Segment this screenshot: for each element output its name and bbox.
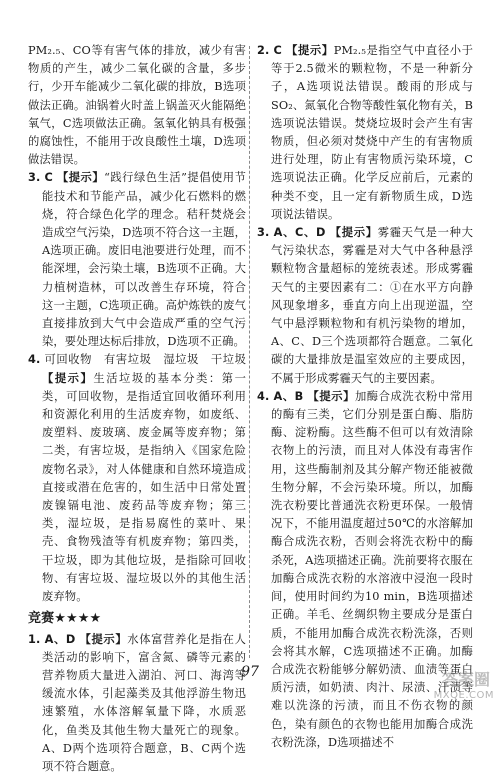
item-number: 3. [28, 171, 40, 184]
watermark-logo [424, 667, 494, 701]
hint-label: 【提示】 [308, 390, 355, 403]
item-number: 1. [28, 633, 40, 646]
item-number: 4. [28, 353, 40, 366]
item-number: 2. [257, 44, 269, 57]
hint-label: 【提示】 [57, 171, 104, 184]
answer-letter: C [44, 171, 52, 184]
hint-label: 【提示】 [42, 372, 93, 385]
answer-categories: 可回收物 有害垃圾 湿垃圾 干垃圾 [45, 353, 246, 366]
answer-explanation: 加酶合成洗衣粉中常用的酶有三类，它们分别是蛋白酶、脂肪酶、淀粉酶。这些酶不但可以有效清除衣物上的污渍，而且对人体没有毒害作用，这些酶制剂及其分解产物还能被微生物分解，不会污染环境。所以，加酶洗衣粉要比普通洗衣粉更环保。一般情况下，不能用温度超过50℃的水溶解加酶合成洗衣粉，否则会将洗衣粉中的酶杀死，A选项描述正确。洗前要将衣服在加酶合成洗衣粉的水溶液中浸泡一段时间，使用时间约为10 min，B选项描述正确。羊毛、丝绸织物主要成分是蛋白质，不能用加酶合成洗衣粉洗涤，否则会将其水解，C选项描述不正确。加酶合成洗衣粉能够分解奶渍、血渍等蛋白质污渍，如奶渍、肉汁、尿渍、汗渍等难以洗涤的污渍，而且不伤衣物的颜色，染有颜色的衣物也能用加酶合成洗衣粉洗涤，D选项描述不 [271, 390, 473, 749]
answer-item-4-left [28, 351, 246, 606]
answer-item-2-right [257, 42, 473, 224]
answer-item-3-left [28, 169, 246, 351]
item-number: 4. [257, 390, 269, 403]
answer-letter: A、C、D [274, 226, 326, 239]
column-divider [249, 46, 250, 658]
answer-letter: A、B [274, 390, 304, 403]
page-number: 97 [0, 664, 500, 680]
hint-label: 【提示】 [330, 226, 378, 239]
answer-explanation: 水体富营养化是指在人类活动的影响下，富含氮、磷等元素的营养物质大量进入湖泊、河口、海湾等缓流水体，引起藻类及其他浮游生物迅速繁殖，水体溶解氧量下降，水质恶化，鱼类及其他生物大量死亡的现象。A、D两个选项符合题意，B、C两个选项不符合题意。 [42, 633, 246, 773]
intro-paragraph: PM₂.₅、CO等有害气体的排放，减少有害物质的产生，减少二氧化碳的含量，多步行，少开车能减少二氧化碳的排放，B选项做法正确。油锅着火时盖上锅盖灭火能隔绝氧气，C选项做法正确。氢氧化钠具有极强的腐蚀性，不能用于改良酸性土壤，D选项做法错误。 [28, 42, 246, 169]
watermark-text: MXQE.COM [434, 690, 494, 701]
hint-label: 【提示】 [80, 633, 128, 646]
answer-letter: C [274, 44, 282, 57]
answer-item-3-right [257, 224, 473, 388]
right-column [257, 42, 473, 752]
section-title: 竞赛★★★★ [28, 610, 246, 628]
item-number: 3. [257, 226, 269, 239]
answer-explanation: PM₂.₅是指空气中直径小于等于2.5微米的颗粒物，不是一种新分子，A选项说法错误。酸雨的形成与SO₂、氮氧化合物等酸性氧化物有关，B选项说法错误。焚烧垃圾时会产生有害物质，但必须对焚烧中产生的有害物质进行处理，防止有害物质污染环境，C选项说法正确。化学反应前后，元素的种类不变，且一定有新物质生成，D选项说法错误。 [271, 44, 473, 221]
answer-explanation: 雾霾天气是一种大气污染状态，雾霾是对大气中各种悬浮颗粒物含量超标的笼统表述。形成雾霾天气的主要因素有二：①在水平方向静风现象增多，垂直方向上出现逆温，空气中悬浮颗粒物和有机污染物的增加，A、C、D三个选项都符合题意。二氧化碳的大量排放是温室效应的主要成因，不属于形成雾霾天气的主要因素。 [271, 226, 473, 385]
hint-label: 【提示】 [286, 44, 334, 57]
answer-explanation: 生活垃圾的基本分类：第一类，可回收物，是指适宜回收循环利用和资源化利用的生活废弃物，如废纸、废塑料、废玻璃、废金属等废弃物；第二类，有害垃圾，是指纳入《国家危险废物名录》，对人体健康和自然环境造成直接或潜在危害的，如生活中日常处置废镍镉电池、废药品等废弃物；第三类，湿垃圾，是指易腐性的菜叶、果壳、食物残渣等有机废弃物；第四类，干垃圾，即为其他垃圾，是指除可回收物、有害垃圾、湿垃圾以外的其他生活废弃物。 [42, 372, 246, 603]
watermark-glyph: 答案圈 [442, 667, 490, 690]
answer-item-1-competition [28, 631, 246, 776]
answer-explanation: “践行绿色生活”提倡使用节能技术和节能产品，减少化石燃料的燃烧，符合绿色化学的理念。秸秆焚烧会造成空气污染，D选项不符合这一主题，A选项正确。废旧电池要进行处理，而不能深埋，会污染土壤，B选项不正确。大力植树造林，可以改善生存环境，符合这一主题，C选项正确。高炉炼铁的废气直接排放到大气中会造成严重的空气污染，要处理达标后排放，D选项不正确。 [42, 171, 246, 348]
answer-letter: A、D [45, 633, 76, 646]
